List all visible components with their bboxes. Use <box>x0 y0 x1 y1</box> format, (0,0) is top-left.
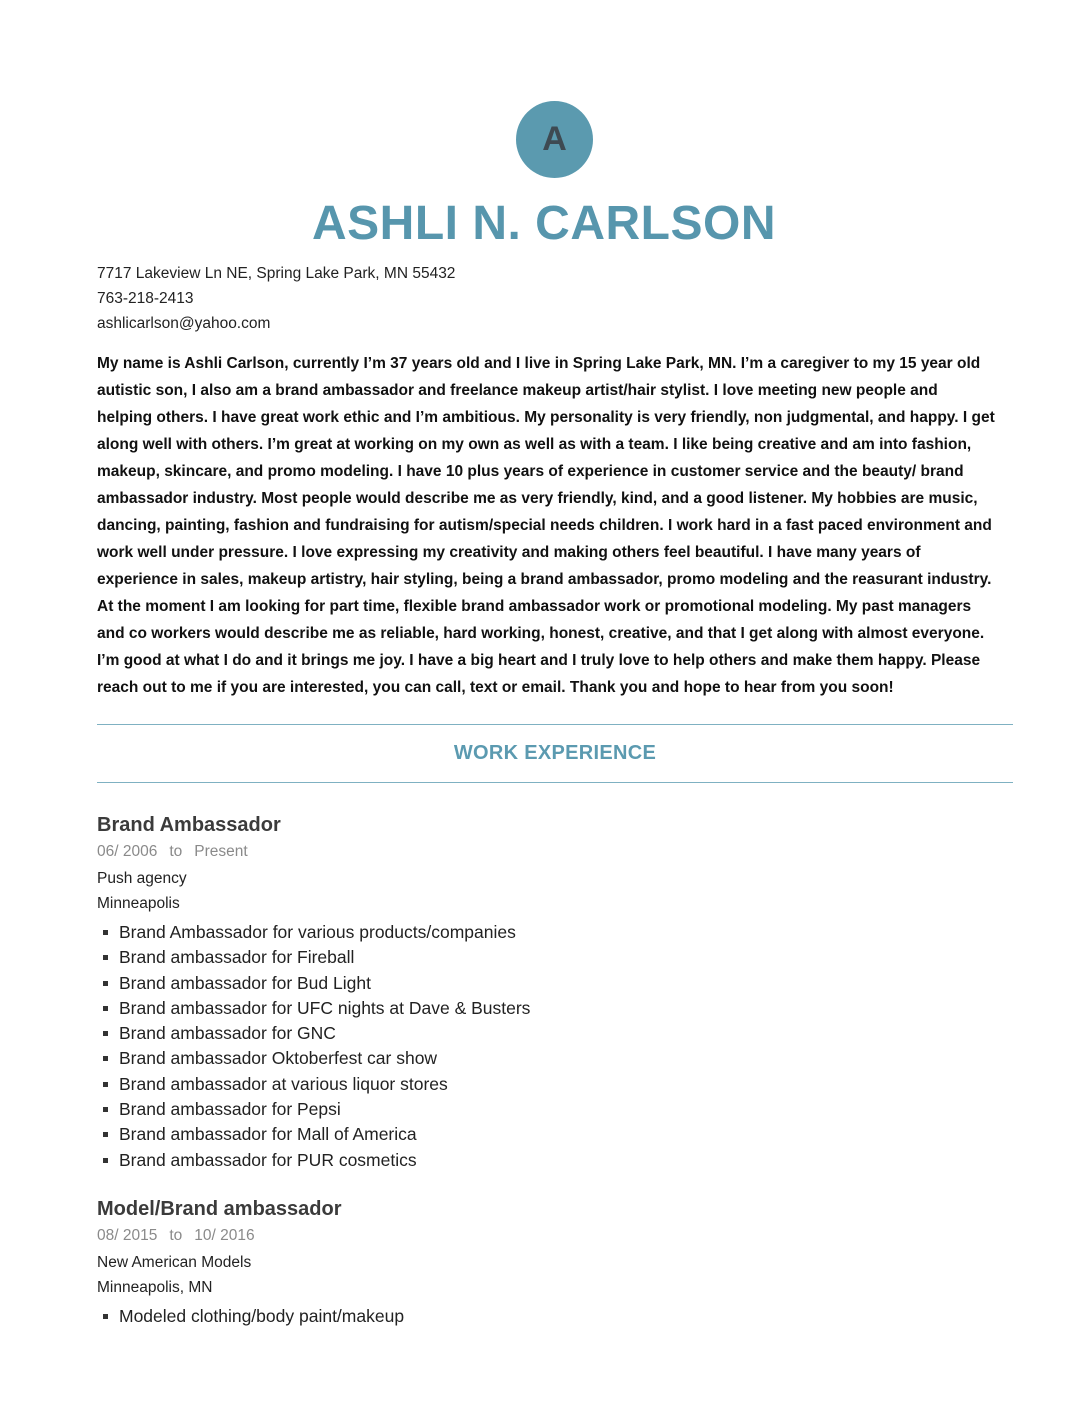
list-item: Brand ambassador for PUR cosmetics <box>97 1148 530 1173</box>
date-separator: to <box>169 1227 183 1244</box>
job-start-date: 08/ 2015 <box>97 1227 158 1244</box>
list-item: Brand ambassador for Mall of America <box>97 1122 530 1147</box>
job-bullets <box>97 1304 404 1329</box>
address: 7717 Lakeview Ln NE, Spring Lake Park, MN 55432 <box>97 265 456 282</box>
list-item: Brand ambassador for Bud Light <box>97 971 530 996</box>
job-dates <box>97 1227 255 1245</box>
section-divider-bottom <box>97 782 1013 783</box>
summary <box>97 350 1013 701</box>
summary-line: helping others. I have great work ethic and I’m ambitious. My personality is very friendly, non judgmental, and happy. I get <box>97 409 995 426</box>
summary-line: At the moment I am looking for part time, flexible brand ambassador work or promotional modeling. My past managers <box>97 598 972 615</box>
list-item: Brand ambassador Oktoberfest car show <box>97 1046 530 1071</box>
list-item: Brand Ambassador for various products/companies <box>97 920 530 945</box>
job-meta <box>97 866 187 916</box>
job-location: Minneapolis, MN <box>97 1279 213 1296</box>
date-separator: to <box>169 843 183 860</box>
email: ashlicarlson@yahoo.com <box>97 315 271 332</box>
summary-line: ambassador industry. Most people would describe me as very friendly, kind, and a good listener. My hobbies are music, <box>97 490 978 507</box>
job-dates <box>97 843 248 861</box>
avatar-initial: A <box>516 101 593 178</box>
candidate-name: ASHLI N. CARLSON <box>312 197 776 250</box>
job-end-date: Present <box>194 843 248 860</box>
contact-info <box>97 261 455 336</box>
list-item: Brand ambassador for GNC <box>97 1021 530 1046</box>
phone: 763-218-2413 <box>97 290 194 307</box>
job-bullets <box>97 920 530 1173</box>
job-end-date: 10/ 2016 <box>194 1227 255 1244</box>
list-item: Brand ambassador for Fireball <box>97 945 530 970</box>
job-location: Minneapolis <box>97 895 180 912</box>
summary-line: I’m good at what I do and it brings me joy. I have a big heart and I truly love to help others and make them happy. Please <box>97 652 981 669</box>
summary-line: dancing, painting, fashion and fundraising for autism/special needs children. I work hard in a fast paced environment and <box>97 517 992 534</box>
list-item: Brand ambassador for UFC nights at Dave & Busters <box>97 996 530 1021</box>
list-item: Brand ambassador for Pepsi <box>97 1097 530 1122</box>
summary-line: experience in sales, makeup artistry, hair styling, being a brand ambassador, promo modeling and the reasurant industry. <box>97 571 992 588</box>
job-company: Push agency <box>97 870 187 887</box>
list-item: Modeled clothing/body paint/makeup <box>97 1304 404 1329</box>
job-title: Brand Ambassador <box>97 814 281 836</box>
job-company: New American Models <box>97 1254 252 1271</box>
section-divider-top <box>97 724 1013 725</box>
list-item: Brand ambassador at various liquor stores <box>97 1072 530 1097</box>
job-meta <box>97 1250 251 1300</box>
job-title: Model/Brand ambassador <box>97 1198 342 1220</box>
summary-line: My name is Ashli Carlson, currently I’m 37 years old and I live in Spring Lake Park, MN. I’m a caregiver to my 15 year old <box>97 355 981 372</box>
job-start-date: 06/ 2006 <box>97 843 158 860</box>
summary-line: reach out to me if you are interested, you can call, text or email. Thank you and hope to hear from you soon! <box>97 679 894 696</box>
section-title-work-experience: WORK EXPERIENCE <box>453 742 657 764</box>
summary-line: autistic son, I also am a brand ambassador and freelance makeup artist/hair stylist. I love meeting new people and <box>97 382 938 399</box>
summary-line: work well under pressure. I love expressing my creativity and making others feel beautiful. I have many years of <box>97 544 921 561</box>
summary-line: along well with others. I’m great at working on my own as well as with a team. I like being creative and am into fashion, <box>97 436 972 453</box>
summary-line: and co workers would describe me as reliable, hard working, honest, creative, and that I get along with almost everyone. <box>97 625 985 642</box>
summary-line: makeup, skincare, and promo modeling. I have 10 plus years of experience in customer service and the beauty/ brand <box>97 463 964 480</box>
